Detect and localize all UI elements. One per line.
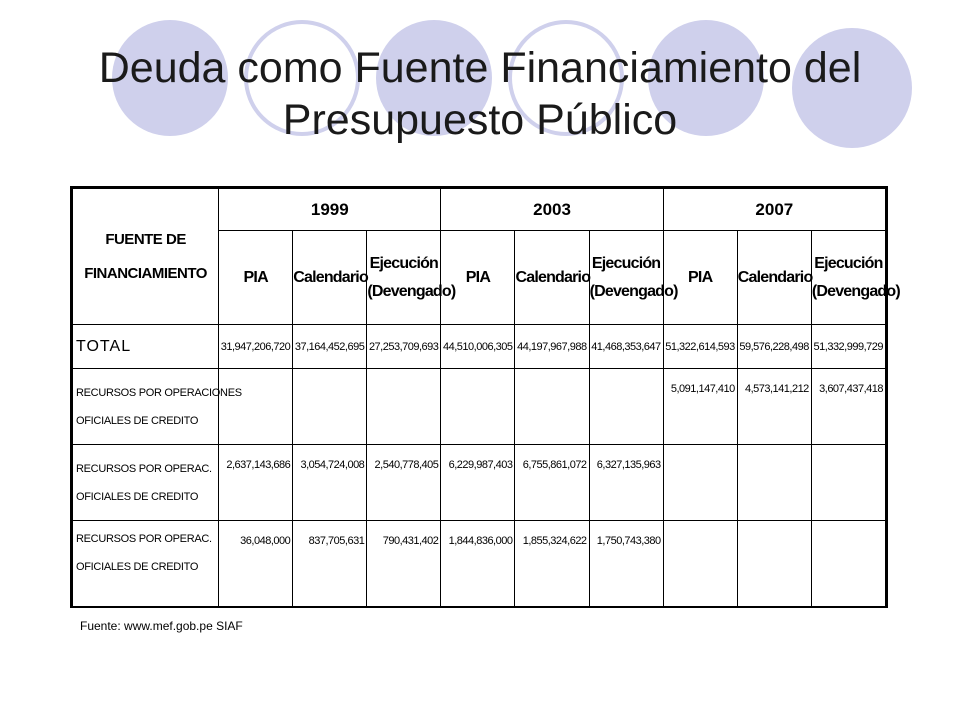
table-cell: 790,431,402 [367,521,441,607]
row-label-line-1: RECURSOS POR OPERAC. [76,533,212,545]
table-row [73,325,886,369]
row-label-line-1: RECURSOS POR OPERACIONES [76,386,242,399]
table-cell: 1,750,743,380 [589,521,663,607]
table-cell: 44,510,006,305 [441,325,515,369]
table-cell: 3,054,724,008 [293,445,367,521]
budget-table [70,186,900,608]
table-cell: 41,468,353,647 [589,325,663,369]
table-cell [515,369,589,445]
header-pia-2007: PIA [663,231,737,325]
header-year-1999: 1999 [219,189,441,231]
table-cell [737,445,811,521]
row-label [73,445,219,521]
table-cell: 5,091,147,410 [663,369,737,445]
table-cell [663,521,737,607]
row-label-line-2: OFICIALES DE CREDITO [76,490,199,503]
header-year-2003: 2003 [441,189,663,231]
header-ejecucion-2003 [589,231,678,325]
header-ejecucion-line-2: (Devengado) [589,282,678,300]
table-cell [737,521,811,607]
header-fuente [73,189,219,325]
table-cell [293,369,367,445]
table-cell [441,369,515,445]
table-cell: 2,637,143,686 [219,445,293,521]
header-ejecucion-line-1: Ejecución [369,254,439,272]
table-cell: 6,229,987,403 [441,445,515,521]
header-fuente-line-2: FINANCIAMIENTO [84,264,207,282]
row-label [73,521,219,607]
table-cell [367,369,441,445]
table-row [73,369,886,445]
header-ejecucion-line-2: (Devengado) [367,282,456,300]
table-cell: 837,705,631 [293,521,367,607]
table-cell: 51,332,999,729 [811,325,885,369]
table-cell [589,369,663,445]
header-ejecucion-line-2: (Devengado) [811,282,900,300]
row-label: TOTAL [73,325,219,369]
header-year-2007: 2007 [663,189,885,231]
table-cell: 6,755,861,072 [515,445,589,521]
table-cell: 1,844,836,000 [441,521,515,607]
header-calendario-1999: Calendario [293,231,367,325]
table-cell: 4,573,141,212 [737,369,811,445]
header-calendario-2007: Calendario [737,231,811,325]
table-cell: 3,607,437,418 [811,369,885,445]
header-ejecucion-line-1: Ejecución [814,254,883,272]
header-pia-1999: PIA [219,231,293,325]
table-cell: 44,197,967,988 [515,325,589,369]
table-cell: 6,327,135,963 [589,445,663,521]
table-cell [811,445,885,521]
table-cell: 1,855,324,622 [515,521,589,607]
header-ejecucion-line-1: Ejecución [591,254,661,272]
table-cell: 27,253,709,693 [367,325,441,369]
header-ejecucion-2007 [811,231,900,325]
header-ejecucion-1999 [367,231,456,325]
table-cell: 31,947,206,720 [219,325,293,369]
table-row [73,445,886,521]
row-label [73,369,242,445]
row-label-line-1: RECURSOS POR OPERAC. [76,462,212,475]
table-cell: 2,540,778,405 [367,445,441,521]
table-cell: 59,576,228,498 [737,325,811,369]
table-cell: 36,048,000 [219,521,293,607]
table-cell [219,369,293,445]
table-cell: 51,322,614,593 [663,325,737,369]
slide-title-line-2: Presupuesto Público [282,96,678,144]
row-label-line-2: OFICIALES DE CREDITO [76,414,199,427]
row-label-line-2: OFICIALES DE CREDITO [76,561,199,573]
table-cell: 37,164,452,695 [293,325,367,369]
slide-title-line-1: Deuda como Fuente Financiamiento del [98,44,862,92]
header-fuente-line-1: FUENTE DE [105,230,186,248]
table-row [73,521,886,607]
table-cell [663,445,737,521]
source-footnote: Fuente: www.mef.gob.pe SIAF [80,619,243,633]
header-pia-2003: PIA [441,231,515,325]
table-cell [811,521,885,607]
header-calendario-2003: Calendario [515,231,589,325]
